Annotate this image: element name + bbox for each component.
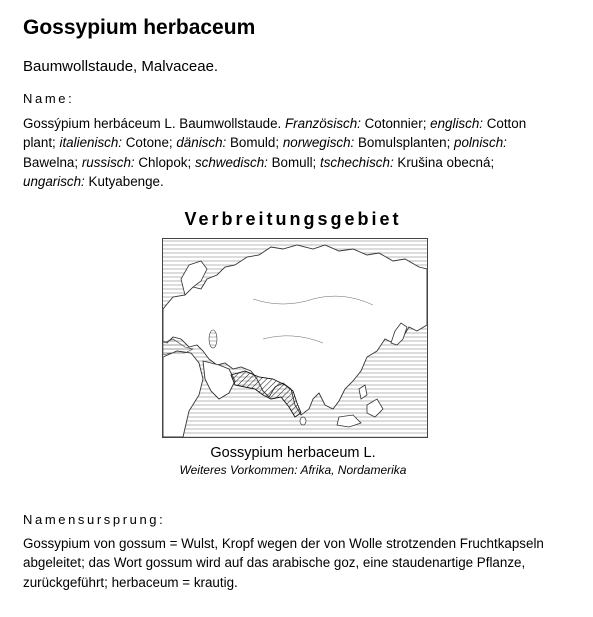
name-text-segment: Gossýpium herbáceum L. Baumwollstaude.: [23, 116, 285, 131]
page-title: Gossypium herbaceum: [23, 16, 256, 39]
language-label: ungarisch:: [23, 173, 85, 189]
name-text-segment: Chlopok;: [134, 154, 195, 170]
language-label: italienisch:: [59, 135, 123, 151]
origin-section-label: Namensursprung:: [23, 512, 166, 527]
language-label: dänisch:: [176, 135, 227, 151]
name-section-label: Name:: [23, 91, 75, 106]
language-label: russisch:: [81, 154, 135, 170]
name-text-segment: Bomuld;: [226, 135, 283, 151]
language-label: polnisch:: [454, 135, 507, 151]
name-text-segment: Krušina obecná;: [393, 154, 495, 170]
distribution-map-heading: Verbreitungsgebiet: [184, 209, 402, 229]
language-label: Französisch:: [285, 116, 361, 131]
map-caption-note: Weiteres Vorkommen: Afrika, Nordamerika: [179, 463, 407, 477]
name-text-segment: Kutyabenge.: [84, 173, 164, 189]
name-text-segment: Bomulsplanten;: [354, 135, 455, 151]
origin-section-text: Gossypium von gossum = Wulst, Kropf wegen der von Wolle strotzenden Fruchtkapseln abgeleitet; das Wort gossum wird auf das arabische goz, eine staudenartige Pflanze, zurückgeführt; herbaceum = krautig.: [23, 536, 544, 590]
language-label: englisch:: [430, 116, 483, 131]
language-label: tschechisch:: [319, 154, 394, 170]
distribution-map-image: [163, 239, 427, 437]
language-label: schwedisch:: [194, 154, 268, 170]
name-text-segment: Bawelna;: [23, 154, 82, 170]
distribution-map: [162, 238, 428, 438]
plant-family-subtitle: Baumwollstaude, Malvaceae.: [23, 58, 219, 75]
language-label: norwegisch:: [282, 135, 355, 151]
name-text-segment: Cotonnier;: [360, 116, 431, 131]
name-text-segment: Cotton plant;: [23, 116, 527, 151]
name-section-text: [23, 114, 558, 191]
name-text-segment: Bomull;: [267, 154, 320, 170]
name-text-segment: Cotone;: [122, 135, 177, 151]
map-caption: Gossypium herbaceum L.: [210, 445, 376, 461]
